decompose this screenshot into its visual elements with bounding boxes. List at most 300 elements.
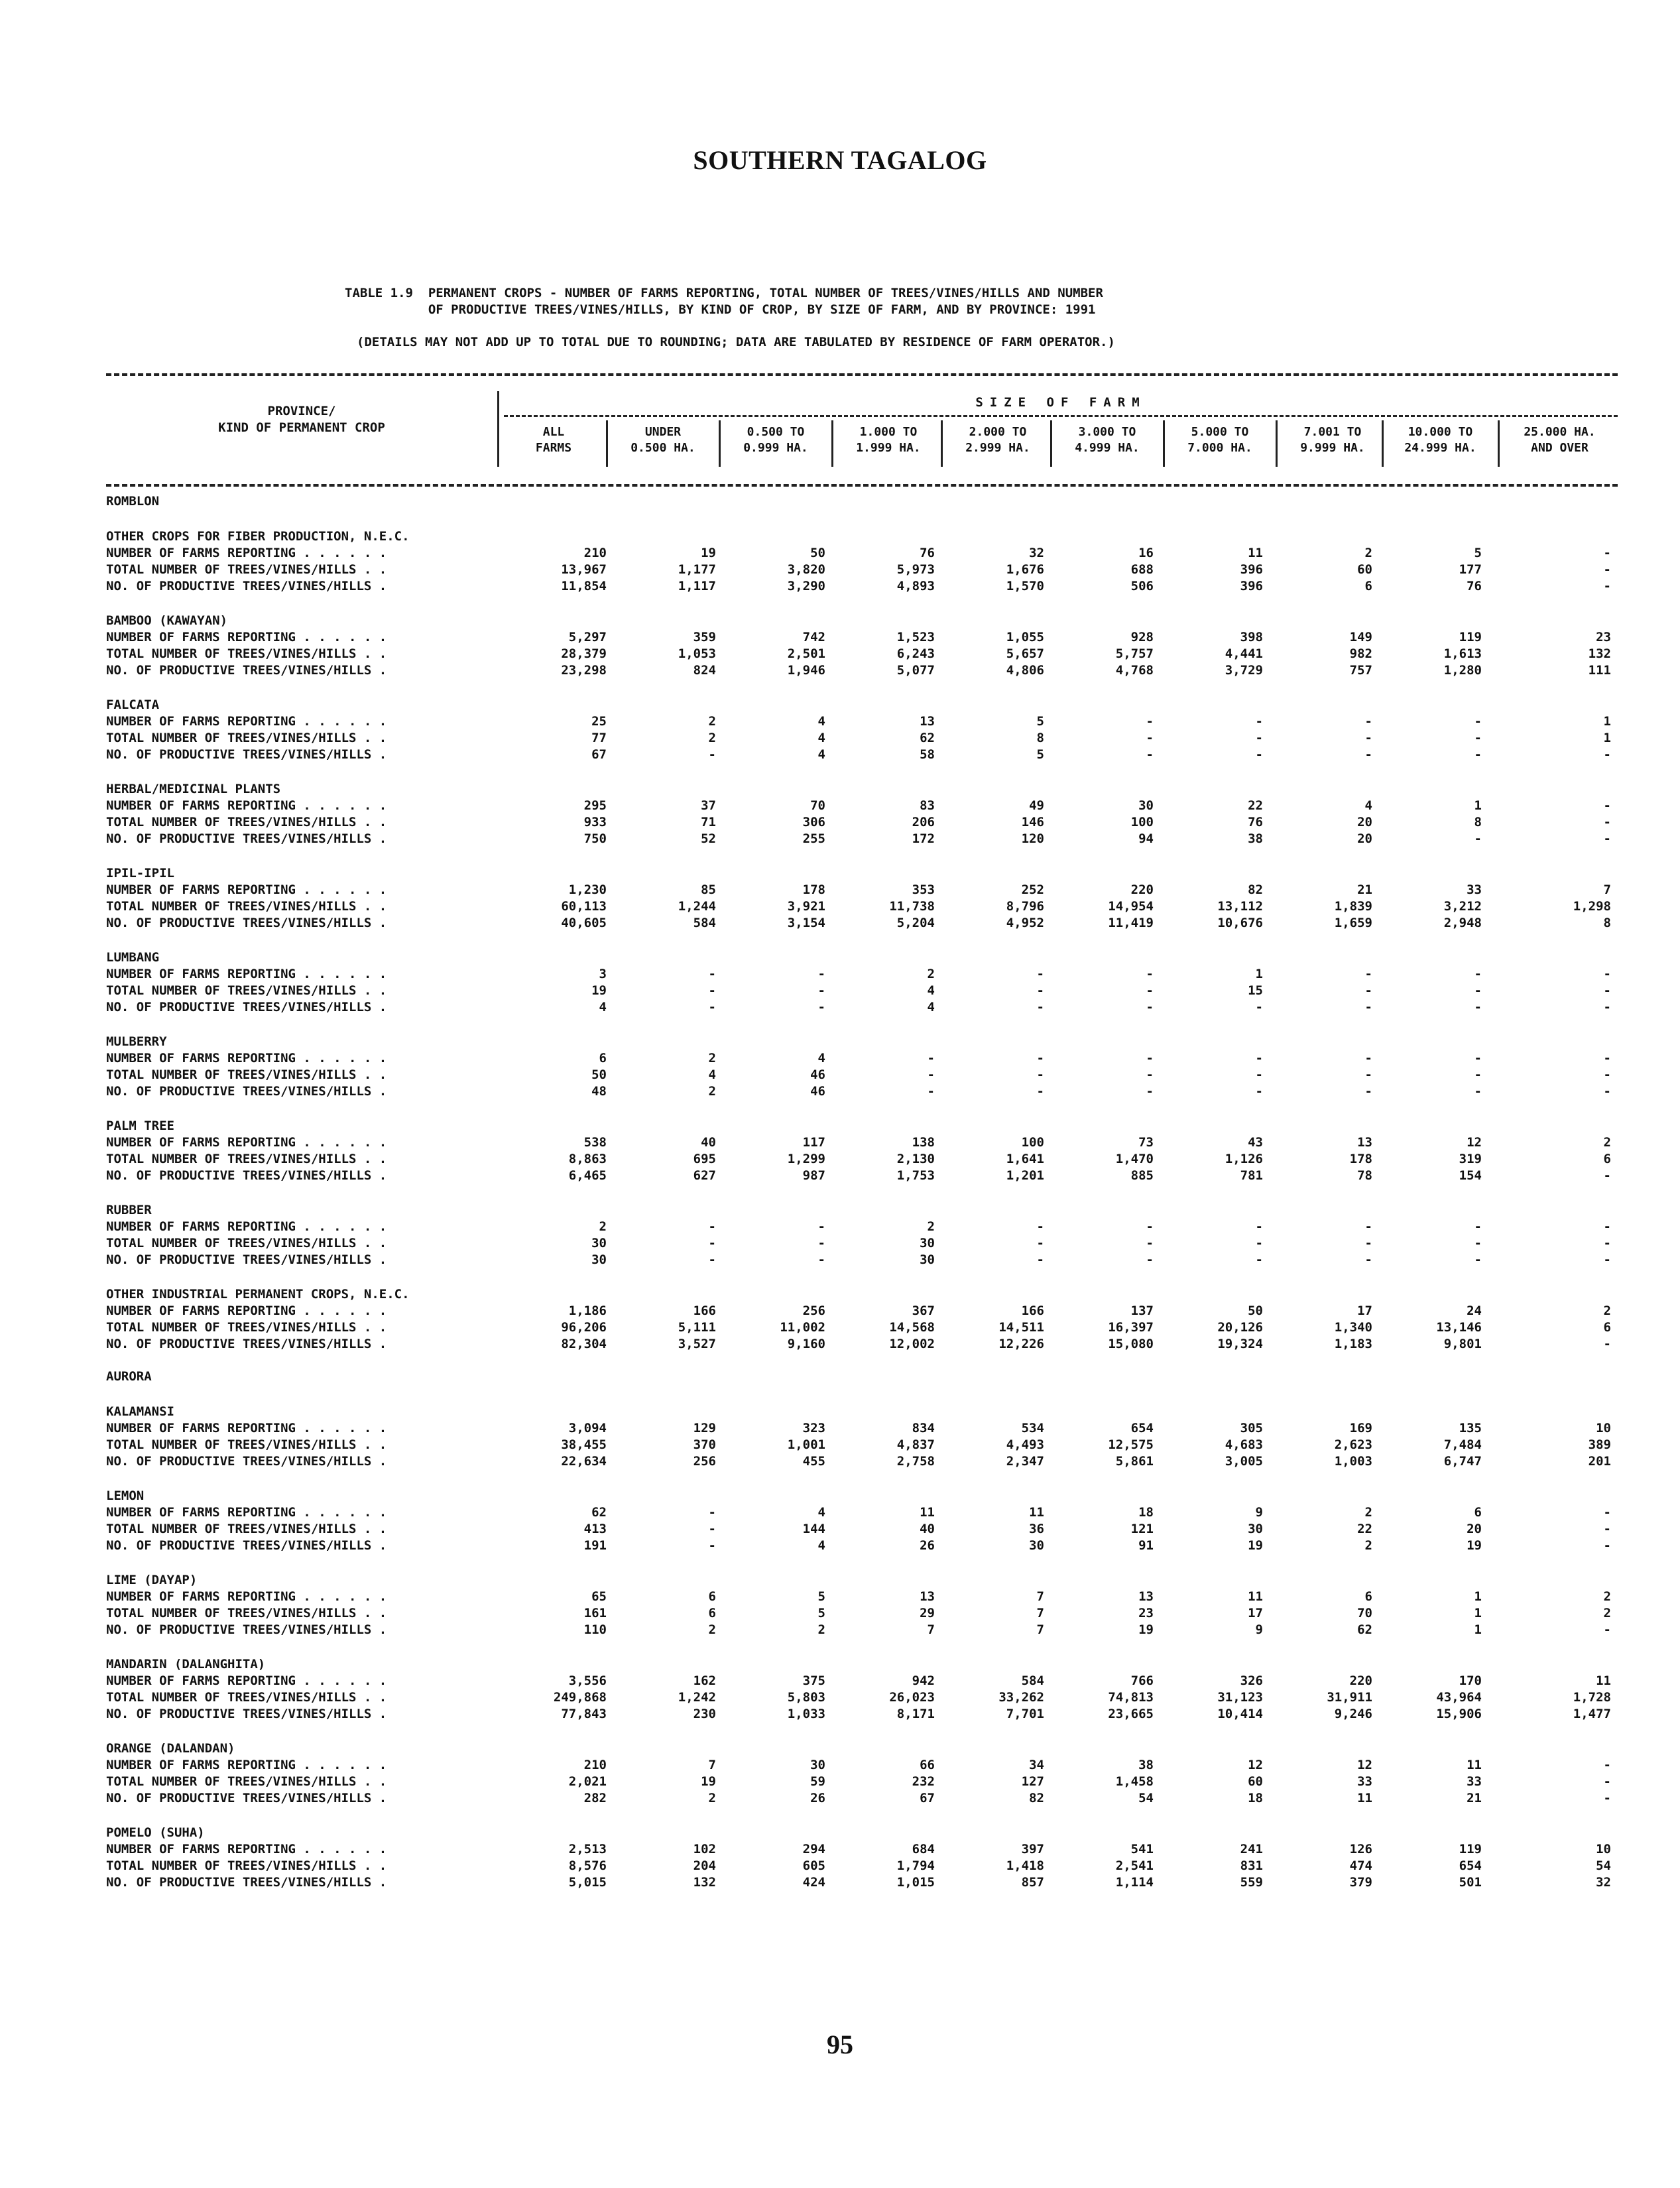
table-cell: - xyxy=(1603,1774,1611,1789)
table-cell: 1,839 xyxy=(1334,899,1372,914)
table-cell: 834 xyxy=(912,1421,935,1435)
table-cell: 742 xyxy=(802,630,825,644)
table-cell: 62 xyxy=(591,1505,607,1520)
table-cell: 65 xyxy=(591,1589,607,1604)
table-cell: 132 xyxy=(1588,646,1611,661)
table-cell: - xyxy=(1364,967,1372,981)
table-row xyxy=(106,1453,1618,1470)
table-cell: 824 xyxy=(693,663,716,678)
table-cell: - xyxy=(1474,1236,1482,1250)
row-label: NUMBER OF FARMS REPORTING . . . . . . xyxy=(106,1758,387,1772)
row-label: NUMBER OF FARMS REPORTING . . . . . . xyxy=(106,1219,387,1234)
table-cell: 4,768 xyxy=(1115,663,1154,678)
row-label: NO. OF PRODUCTIVE TREES/VINES/HILLS . xyxy=(106,1622,387,1637)
table-row xyxy=(106,1168,1618,1184)
table-cell: 9,160 xyxy=(787,1337,825,1351)
table-cell: 252 xyxy=(1021,882,1044,897)
table-cell: - xyxy=(1364,1252,1372,1267)
table-cell: 1,728 xyxy=(1573,1690,1611,1705)
table-cell: 6 xyxy=(599,1051,607,1065)
table-cell: - xyxy=(1474,1051,1482,1065)
table-cell: 119 xyxy=(1459,630,1482,644)
table-cell: 33 xyxy=(1467,882,1482,897)
table-cell: 43 xyxy=(1248,1135,1263,1150)
table-cell: 91 xyxy=(1138,1538,1154,1553)
table-cell: 13 xyxy=(920,714,935,729)
table-cell: 9 xyxy=(1255,1622,1263,1637)
table-cell: 21 xyxy=(1467,1791,1482,1805)
table-row xyxy=(106,1673,1618,1689)
table-cell: - xyxy=(1146,731,1154,745)
table-cell: - xyxy=(1474,1219,1482,1234)
crop-block xyxy=(106,1286,1618,1353)
table-cell: - xyxy=(1036,1067,1044,1082)
table-cell: 5,973 xyxy=(896,562,935,577)
table-cell: 1,418 xyxy=(1006,1858,1044,1873)
table-cell: 13,112 xyxy=(1217,899,1263,914)
table-row xyxy=(106,915,1618,932)
column-separator xyxy=(1382,420,1384,467)
table-cell: 144 xyxy=(802,1522,825,1536)
table-row xyxy=(106,1151,1618,1168)
table-cell: 5,861 xyxy=(1115,1454,1154,1469)
table-cell: 22 xyxy=(1248,798,1263,813)
table-cell: 3,212 xyxy=(1443,899,1482,914)
table-cell: 20 xyxy=(1467,1522,1482,1536)
table-cell: 30 xyxy=(1029,1538,1044,1553)
table-cell: 11 xyxy=(1248,1589,1263,1604)
table-cell: 1 xyxy=(1255,967,1263,981)
table-row xyxy=(106,1706,1618,1723)
table-cell: 21 xyxy=(1357,882,1372,897)
table-cell: 541 xyxy=(1130,1842,1154,1856)
table-cell: 178 xyxy=(1349,1152,1372,1166)
table-cell: 30 xyxy=(1248,1522,1263,1536)
table-cell: 6 xyxy=(1364,1589,1372,1604)
table-cell: - xyxy=(708,1000,716,1014)
table-row xyxy=(106,1774,1618,1790)
table-cell: 7,484 xyxy=(1443,1437,1482,1452)
row-label: NUMBER OF FARMS REPORTING . . . . . . xyxy=(106,714,387,729)
column-header: 0.500 TO 0.999 HA. xyxy=(743,425,808,455)
table-cell: 5,657 xyxy=(1006,646,1044,661)
table-cell: 396 xyxy=(1240,562,1263,577)
table-cell: 5,204 xyxy=(896,916,935,930)
table-cell: 32 xyxy=(1596,1875,1611,1890)
table-cell: 14,954 xyxy=(1108,899,1154,914)
row-label: NUMBER OF FARMS REPORTING . . . . . . xyxy=(106,1135,387,1150)
table-cell: 127 xyxy=(1021,1774,1044,1789)
column-separator xyxy=(941,420,943,467)
header-top-rule xyxy=(106,373,1618,376)
row-label: NUMBER OF FARMS REPORTING . . . . . . xyxy=(106,1304,387,1318)
table-cell: 162 xyxy=(693,1673,716,1688)
column-header: 1.000 TO 1.999 HA. xyxy=(856,425,921,455)
table-cell: 1,470 xyxy=(1115,1152,1154,1166)
table-cell: 30 xyxy=(591,1236,607,1250)
table-cell: - xyxy=(1255,714,1263,729)
table-row xyxy=(106,1336,1618,1353)
table-cell: 2 xyxy=(708,731,716,745)
table-cell: 12,226 xyxy=(998,1337,1044,1351)
table-row xyxy=(106,1757,1618,1774)
table-cell: - xyxy=(1364,731,1372,745)
table-cell: 13 xyxy=(1138,1589,1154,1604)
table-cell: 6 xyxy=(1474,1505,1482,1520)
table-cell: 18 xyxy=(1248,1791,1263,1805)
table-cell: 3,820 xyxy=(787,562,825,577)
table-cell: - xyxy=(1603,1084,1611,1099)
table-cell: 37 xyxy=(701,798,716,813)
table-cell: 1,244 xyxy=(678,899,716,914)
table-cell: - xyxy=(1474,1000,1482,1014)
table-cell: 13,967 xyxy=(561,562,607,577)
table-cell: 9,801 xyxy=(1443,1337,1482,1351)
table-cell: 17 xyxy=(1357,1304,1372,1318)
table-cell: 23,665 xyxy=(1108,1707,1154,1721)
table-cell: 1 xyxy=(1603,731,1611,745)
table-cell: 20 xyxy=(1357,831,1372,846)
table-row xyxy=(106,545,1618,562)
table-cell: 76 xyxy=(1467,579,1482,593)
table-cell: - xyxy=(1603,983,1611,998)
table-cell: 4 xyxy=(817,1538,825,1553)
row-label: TOTAL NUMBER OF TREES/VINES/HILLS . . xyxy=(106,731,387,745)
table-cell: 38,455 xyxy=(561,1437,607,1452)
table-cell: - xyxy=(708,1252,716,1267)
table-cell: - xyxy=(1474,731,1482,745)
table-cell: - xyxy=(927,1084,935,1099)
table-cell: 1,641 xyxy=(1006,1152,1044,1166)
table-cell: 256 xyxy=(802,1304,825,1318)
row-label: TOTAL NUMBER OF TREES/VINES/HILLS . . xyxy=(106,1067,387,1082)
table-cell: 166 xyxy=(693,1304,716,1318)
table-cell: 19,324 xyxy=(1217,1337,1263,1351)
table-cell: 5,015 xyxy=(568,1875,607,1890)
crop-block xyxy=(106,865,1618,932)
table-row xyxy=(106,1134,1618,1151)
crop-block xyxy=(106,612,1618,679)
table-row xyxy=(106,1067,1618,1083)
table-cell: 688 xyxy=(1130,562,1154,577)
table-cell: 831 xyxy=(1240,1858,1263,1873)
table-row xyxy=(106,578,1618,595)
table-cell: 82 xyxy=(1029,1791,1044,1805)
row-label: NO. OF PRODUCTIVE TREES/VINES/HILLS . xyxy=(106,1791,387,1805)
crop-block xyxy=(106,528,1618,595)
table-cell: 1,753 xyxy=(896,1168,935,1183)
table-cell: 50 xyxy=(1248,1304,1263,1318)
table-cell: 2 xyxy=(1364,1505,1372,1520)
table-row xyxy=(106,1605,1618,1622)
table-cell: 3,921 xyxy=(787,899,825,914)
table-cell: 4 xyxy=(599,1000,607,1014)
table-cell: - xyxy=(1146,747,1154,762)
table-cell: 1,946 xyxy=(787,663,825,678)
table-cell: 70 xyxy=(1357,1606,1372,1620)
table-cell: 295 xyxy=(583,798,607,813)
table-cell: 2 xyxy=(1364,1538,1372,1553)
row-label: NUMBER OF FARMS REPORTING . . . . . . xyxy=(106,967,387,981)
table-cell: 24 xyxy=(1467,1304,1482,1318)
table-cell: 119 xyxy=(1459,1842,1482,1856)
column-separator xyxy=(831,420,833,467)
table-cell: 2,130 xyxy=(896,1152,935,1166)
table-cell: 22 xyxy=(1357,1522,1372,1536)
table-cell: 32 xyxy=(1029,546,1044,560)
row-label: TOTAL NUMBER OF TREES/VINES/HILLS . . xyxy=(106,562,387,577)
table-cell: 31,123 xyxy=(1217,1690,1263,1705)
table-cell: 1 xyxy=(1474,798,1482,813)
table-cell: 52 xyxy=(701,831,716,846)
table-cell: 2,501 xyxy=(787,646,825,661)
table-cell: 5 xyxy=(1474,546,1482,560)
table-cell: 1,676 xyxy=(1006,562,1044,577)
table-cell: - xyxy=(817,1252,825,1267)
table-cell: 2,758 xyxy=(896,1454,935,1469)
crop-block xyxy=(106,1740,1618,1807)
table-cell: 4 xyxy=(817,1051,825,1065)
table-cell: 132 xyxy=(693,1875,716,1890)
crop-name: BAMBOO (KAWAYAN) xyxy=(106,613,228,628)
table-cell: - xyxy=(1603,798,1611,813)
table-cell: 398 xyxy=(1240,630,1263,644)
crop-block xyxy=(106,1571,1618,1638)
table-cell: 15,906 xyxy=(1436,1707,1482,1721)
table-cell: 15 xyxy=(1248,983,1263,998)
table-cell: - xyxy=(1364,983,1372,998)
crop-block xyxy=(106,696,1618,763)
table-cell: 19 xyxy=(1248,1538,1263,1553)
row-label: TOTAL NUMBER OF TREES/VINES/HILLS . . xyxy=(106,1152,387,1166)
table-row xyxy=(106,999,1618,1016)
row-label: NO. OF PRODUCTIVE TREES/VINES/HILLS . xyxy=(106,916,387,930)
table-cell: 9 xyxy=(1255,1505,1263,1520)
table-cell: 16,397 xyxy=(1108,1320,1154,1335)
table-cell: - xyxy=(708,1505,716,1520)
table-cell: 13 xyxy=(1357,1135,1372,1150)
table-cell: 14,568 xyxy=(889,1320,935,1335)
row-label: TOTAL NUMBER OF TREES/VINES/HILLS . . xyxy=(106,983,387,998)
crop-name: LUMBANG xyxy=(106,950,160,965)
table-cell: 36 xyxy=(1029,1522,1044,1536)
column-header: 10.000 TO 24.999 HA. xyxy=(1404,425,1476,455)
table-row xyxy=(106,1521,1618,1538)
table-row xyxy=(106,1790,1618,1807)
table-cell: 3,154 xyxy=(787,916,825,930)
table-cell: 1,242 xyxy=(678,1690,716,1705)
crop-name: LIME (DAYAP) xyxy=(106,1573,198,1587)
table-cell: 249,868 xyxy=(553,1690,607,1705)
table-cell: 146 xyxy=(1021,815,1044,829)
column-header: 25.000 HA. AND OVER xyxy=(1524,425,1596,455)
table-cell: 1,114 xyxy=(1115,1875,1154,1890)
table-cell: 1,523 xyxy=(896,630,935,644)
table-cell: 8,576 xyxy=(568,1858,607,1873)
table-cell: - xyxy=(1603,1337,1611,1351)
row-label: TOTAL NUMBER OF TREES/VINES/HILLS . . xyxy=(106,1774,387,1789)
size-of-farm-header: SIZE OF FARM xyxy=(975,395,1146,410)
table-cell: 538 xyxy=(583,1135,607,1150)
table-cell: - xyxy=(1036,1219,1044,1234)
table-cell: 695 xyxy=(693,1152,716,1166)
table-cell: 750 xyxy=(583,831,607,846)
table-cell: - xyxy=(1255,1236,1263,1250)
table-cell: 33 xyxy=(1467,1774,1482,1789)
table-cell: - xyxy=(1364,1067,1372,1082)
table-cell: 4,893 xyxy=(896,579,935,593)
table-cell: 370 xyxy=(693,1437,716,1452)
table-cell: 43,964 xyxy=(1436,1690,1482,1705)
table-cell: 4,806 xyxy=(1006,663,1044,678)
table-cell: 766 xyxy=(1130,1673,1154,1688)
table-cell: 120 xyxy=(1021,831,1044,846)
table-cell: 1,015 xyxy=(896,1875,935,1890)
table-cell: 16 xyxy=(1138,546,1154,560)
table-cell: 30 xyxy=(1138,798,1154,813)
table-cell: - xyxy=(1603,562,1611,577)
table-cell: 10 xyxy=(1596,1842,1611,1856)
table-cell: 1,659 xyxy=(1334,916,1372,930)
table-cell: 4,837 xyxy=(896,1437,935,1452)
row-label: NUMBER OF FARMS REPORTING . . . . . . xyxy=(106,1842,387,1856)
table-cell: 6 xyxy=(1364,579,1372,593)
table-cell: 323 xyxy=(802,1421,825,1435)
table-cell: 2 xyxy=(1603,1589,1611,1604)
table-cell: 7 xyxy=(927,1622,935,1637)
table-cell: 30 xyxy=(920,1252,935,1267)
table-cell: - xyxy=(1603,1522,1611,1536)
row-label: NO. OF PRODUCTIVE TREES/VINES/HILLS . xyxy=(106,1454,387,1469)
table-cell: 654 xyxy=(1459,1858,1482,1873)
table-cell: 4 xyxy=(817,714,825,729)
table-cell: 67 xyxy=(920,1791,935,1805)
page-title: SOUTHERN TAGALOG xyxy=(693,145,987,175)
table-cell: 1,186 xyxy=(568,1304,607,1318)
crop-block xyxy=(106,1656,1618,1723)
table-cell: 1,053 xyxy=(678,646,716,661)
table-cell: 928 xyxy=(1130,630,1154,644)
table-cell: - xyxy=(1364,1000,1372,1014)
table-cell: 2 xyxy=(1603,1135,1611,1150)
table-cell: 220 xyxy=(1349,1673,1372,1688)
table-cell: 14,511 xyxy=(998,1320,1044,1335)
column-header: ALL FARMS xyxy=(535,425,572,455)
table-cell: - xyxy=(817,1236,825,1250)
table-cell: 781 xyxy=(1240,1168,1263,1183)
table-cell: 534 xyxy=(1021,1421,1044,1435)
table-cell: 5,757 xyxy=(1115,646,1154,661)
table-cell: 367 xyxy=(912,1304,935,1318)
table-cell: 1 xyxy=(1603,714,1611,729)
table-row xyxy=(106,1252,1618,1268)
table-cell: 12,575 xyxy=(1108,1437,1154,1452)
table-cell: - xyxy=(1255,1051,1263,1065)
row-label: NO. OF PRODUCTIVE TREES/VINES/HILLS . xyxy=(106,747,387,762)
row-label: NUMBER OF FARMS REPORTING . . . . . . xyxy=(106,546,387,560)
column-header: UNDER 0.500 HA. xyxy=(630,425,695,455)
table-cell: - xyxy=(1146,1084,1154,1099)
table-cell: - xyxy=(1146,1252,1154,1267)
table-cell: 210 xyxy=(583,546,607,560)
table-cell: 4 xyxy=(708,1067,716,1082)
table-cell: 33 xyxy=(1357,1774,1372,1789)
row-label: NO. OF PRODUCTIVE TREES/VINES/HILLS . xyxy=(106,1337,387,1351)
table-cell: 74,813 xyxy=(1108,1690,1154,1705)
table-cell: - xyxy=(1364,714,1372,729)
table-cell: - xyxy=(1474,747,1482,762)
table-cell: 230 xyxy=(693,1707,716,1721)
crop-block xyxy=(106,1824,1618,1891)
table-cell: 54 xyxy=(1138,1791,1154,1805)
crop-name: FALCATA xyxy=(106,698,160,712)
row-label: NUMBER OF FARMS REPORTING . . . . . . xyxy=(106,1589,387,1604)
table-cell: - xyxy=(817,1219,825,1234)
table-cell: 46 xyxy=(810,1084,825,1099)
table-cell: 100 xyxy=(1130,815,1154,829)
table-cell: 82,304 xyxy=(561,1337,607,1351)
table-row xyxy=(106,713,1618,730)
table-cell: - xyxy=(1146,714,1154,729)
table-cell: 70 xyxy=(810,798,825,813)
table-header xyxy=(106,391,1618,484)
size-header-rule xyxy=(504,415,1618,417)
table-cell: - xyxy=(1146,1219,1154,1234)
table-cell: 154 xyxy=(1459,1168,1482,1183)
table-cell: 26 xyxy=(920,1538,935,1553)
table-cell: 4 xyxy=(927,1000,935,1014)
row-label: NO. OF PRODUCTIVE TREES/VINES/HILLS . xyxy=(106,1538,387,1553)
table-cell: 282 xyxy=(583,1791,607,1805)
crop-block xyxy=(106,1201,1618,1268)
table-cell: 12 xyxy=(1248,1758,1263,1772)
table-cell: - xyxy=(1603,1000,1611,1014)
crop-name: MULBERRY xyxy=(106,1034,167,1049)
table-cell: 2 xyxy=(1603,1304,1611,1318)
table-cell: 857 xyxy=(1021,1875,1044,1890)
table-row xyxy=(106,747,1618,763)
table-cell: 2 xyxy=(708,1084,716,1099)
table-cell: 627 xyxy=(693,1168,716,1183)
table-cell: - xyxy=(1255,747,1263,762)
table-cell: 5,297 xyxy=(568,630,607,644)
row-label: NUMBER OF FARMS REPORTING . . . . . . xyxy=(106,1505,387,1520)
row-label: NO. OF PRODUCTIVE TREES/VINES/HILLS . xyxy=(106,1875,387,1890)
table-row xyxy=(106,1622,1618,1638)
table-cell: 3,005 xyxy=(1225,1454,1263,1469)
table-cell: 3,094 xyxy=(568,1421,607,1435)
table-cell: 2,021 xyxy=(568,1774,607,1789)
crop-name: RUBBER xyxy=(106,1203,152,1217)
table-cell: - xyxy=(1474,714,1482,729)
table-cell: 102 xyxy=(693,1842,716,1856)
table-cell: 71 xyxy=(701,815,716,829)
table-cell: - xyxy=(708,967,716,981)
table-cell: 8,171 xyxy=(896,1707,935,1721)
table-cell: - xyxy=(1603,1758,1611,1772)
table-cell: - xyxy=(1603,546,1611,560)
table-row xyxy=(106,798,1618,814)
table-cell: 2,541 xyxy=(1115,1858,1154,1873)
table-cell: 40,605 xyxy=(561,916,607,930)
table-cell: - xyxy=(817,983,825,998)
table-cell: 885 xyxy=(1130,1168,1154,1183)
table-cell: - xyxy=(1255,1084,1263,1099)
table-cell: 117 xyxy=(802,1135,825,1150)
crop-name: HERBAL/MEDICINAL PLANTS xyxy=(106,782,281,796)
table-cell: 2,513 xyxy=(568,1842,607,1856)
table-cell: 11 xyxy=(1596,1673,1611,1688)
